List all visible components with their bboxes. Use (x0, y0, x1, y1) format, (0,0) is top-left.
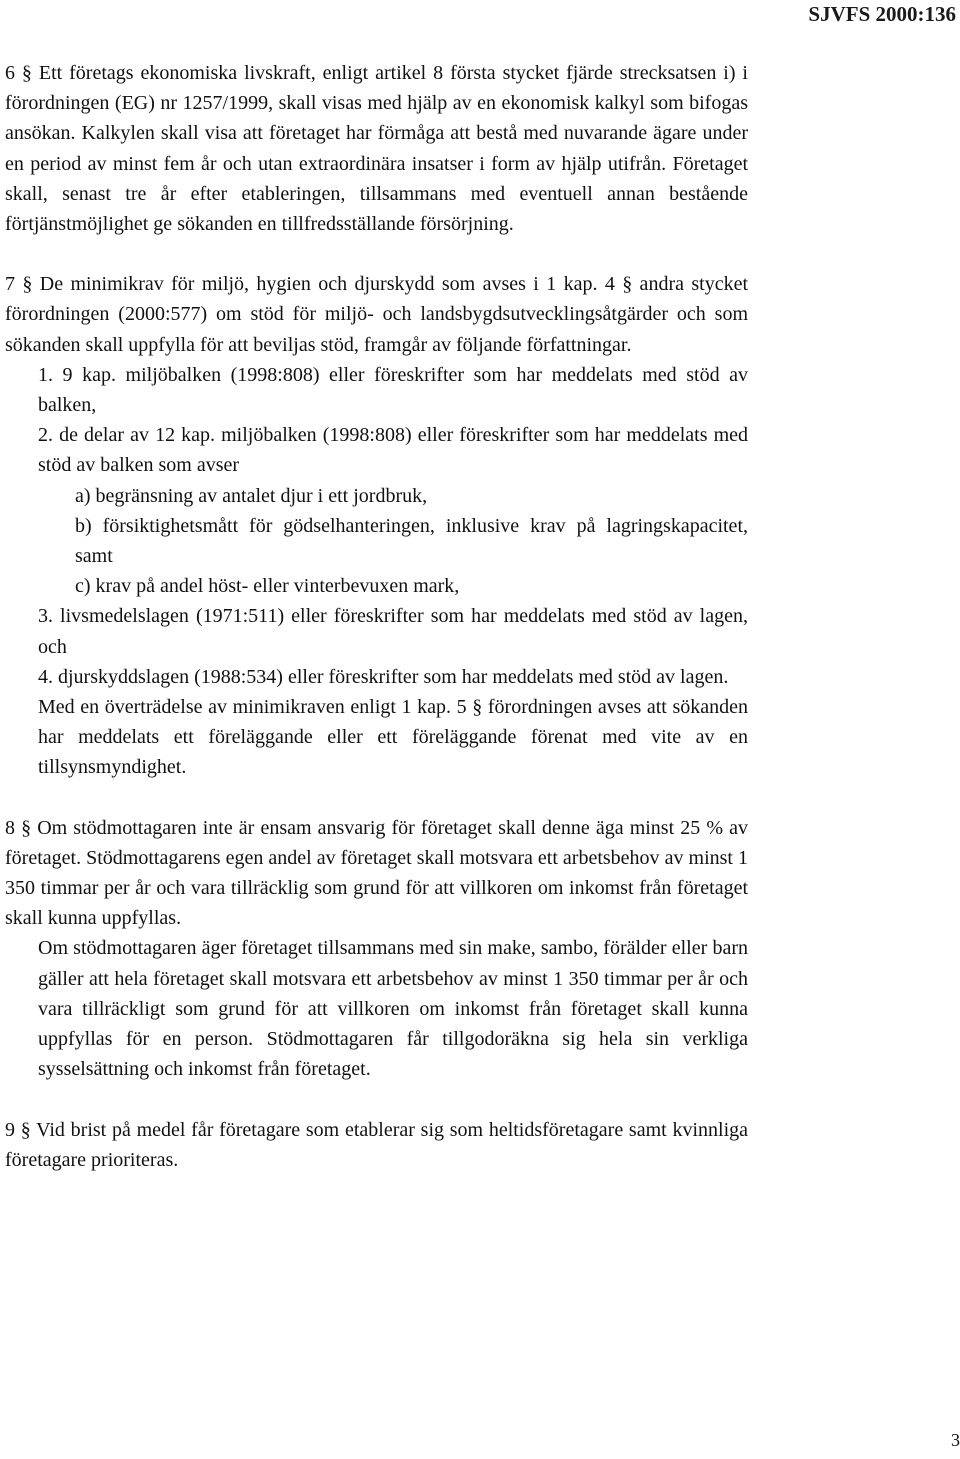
section-7-intro: 7 § De minimikrav för miljö, hygien och djurskydd som avses i 1 kap. 4 § andra stycket förordningen (2000:577) om stöd för miljö- och landsbygdsutvecklingsåtgärder och som sökanden skall uppfylla för att beviljas stöd, framgår av följande författningar. (5, 273, 748, 356)
document-id: SJVFS 2000:136 (808, 2, 956, 26)
section-7-violation: Med en överträdelse av minimikraven enligt 1 kap. 5 § förordningen avses att sökanden har meddelats ett föreläggande eller ett föreläggande förenat med vite av en tillsynsmyndighet. (38, 696, 748, 779)
section-7-sub-b: b) försiktighetsmått för gödselhanteringen, inklusive krav på lagringskapacitet, samt (75, 514, 748, 568)
section-9: 9 § Vid brist på medel får företagare som etablerar sig som heltidsföretagare samt kvinnliga företagare prioriteras. (5, 1118, 748, 1171)
section-7-item-2: 2. de delar av 12 kap. miljöbalken (1998:808) eller föreskrifter som har meddelats med stöd av balken som avser (38, 424, 748, 477)
section-7-sub-a: a) begränsning av antalet djur i ett jordbruk, (75, 484, 428, 507)
section-8-paragraph-1: 8 § Om stödmottagaren inte är ensam ansvarig för företaget skall denne äga minst 25 % av företaget. Stödmottagarens egen andel av företaget skall motsvara ett arbetsbehov av minst 1 350 timmar per år och vara tillräcklig som grund för att villkoren om inkomst från företaget skall kunna uppfyllas. (5, 816, 748, 930)
section-7-item-3: 3. livsmedelslagen (1971:511) eller föreskrifter som har meddelats med stöd av lagen, och (38, 605, 748, 658)
section-8-paragraph-2: Om stödmottagaren äger företaget tillsammans med sin make, sambo, förälder eller barn gäller att hela företaget skall motsvara ett arbetsbehov av minst 1 350 timmar per år och vara tillräckligt som grund för att villkoren om inkomst från företaget skall kunna uppfyllas för en person. Stödmottagaren får tillgodoräkna sig hela sin verkliga sysselsättning och inkomst från företaget. (38, 937, 748, 1081)
section-7-sub-c: c) krav på andel höst- eller vinterbevuxen mark, (75, 575, 460, 598)
section-7-item-1: 1. 9 kap. miljöbalken (1998:808) eller föreskrifter som har meddelats med stöd av balken, (38, 363, 748, 417)
section-7-item-4: 4. djurskyddslagen (1988:534) eller föreskrifter som har meddelats med stöd av lagen. (38, 665, 729, 688)
page-number: 3 (951, 1430, 960, 1450)
document-body (5, 58, 748, 1175)
section-6: 6 § Ett företags ekonomiska livskraft, enligt artikel 8 första stycket fjärde strecksatsen i) i förordningen (EG) nr 1257/1999, skall visas med hjälp av en ekonomisk kalkyl som bifogas ansökan. Kalkylen skall visa att företaget har förmåga att bestå med nuvarande ägare under en period av minst fem år och utan extraordinära insatser i form av hjälp utifrån. Företaget skall, senast tre år efter etableringen, tillsammans med eventuell annan bestående förtjänstmöjlighet ge sökanden en tillfredsställande försörjning. (5, 62, 748, 236)
